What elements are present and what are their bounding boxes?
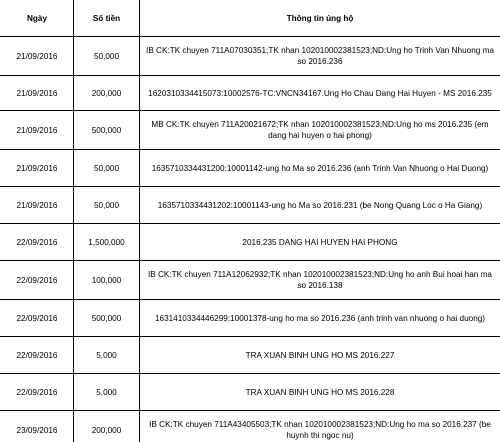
- cell-info: 2016.235 DANG HAI HUYEN HAI PHONG: [140, 224, 500, 261]
- cell-date: 23/09/2016: [1, 411, 74, 442]
- table-row: [1, 300, 500, 337]
- table-row: [1, 76, 500, 111]
- table-row: [1, 187, 500, 224]
- cell-date: 21/09/2016: [1, 76, 74, 111]
- cell-info: 1635710334431200:10001142-ung ho Ma so 2016.236 (anh Trinh Van Nhuong o Hai Duong): [140, 150, 500, 187]
- cell-amount: 5,000: [74, 337, 140, 374]
- cell-info: IB CK:TK chuyen 711A43405503;TK nhan 102010002381523;ND:Ung ho ma so 2016.237 (be huynh thi ngoc nu): [140, 411, 500, 442]
- cell-info: 1620310334415073:10002576-TC:VNCN34167.Ung Ho Chau Dang Hai Huyen - MS 2016.235: [140, 76, 500, 111]
- cell-date: 22/09/2016: [1, 337, 74, 374]
- cell-amount: 1,500,000: [74, 224, 140, 261]
- cell-amount: 200,000: [74, 76, 140, 111]
- column-header-amount: Số tiền: [74, 1, 140, 37]
- cell-info: IB CK:TK chuyen 711A12062932;TK nhan 102010002381523;ND:Ung ho anh Bui hoai han ma so 2016.138: [140, 261, 500, 300]
- table-row: [1, 37, 500, 76]
- column-header-date: Ngày: [1, 1, 74, 37]
- cell-date: 22/09/2016: [1, 374, 74, 411]
- cell-info: TRA XUAN BINH UNG HO MS 2016.227: [140, 337, 500, 374]
- cell-date: 22/09/2016: [1, 300, 74, 337]
- cell-date: 22/09/2016: [1, 261, 74, 300]
- cell-date: 21/09/2016: [1, 150, 74, 187]
- cell-info: IB CK:TK chuyen 711A07030351;TK nhan 102010002381523;ND:Ung ho Trinh Van Nhuong ma so 2016.236: [140, 37, 500, 76]
- cell-amount: 5,000: [74, 374, 140, 411]
- table-header-row: [1, 1, 500, 37]
- column-header-info: Thông tin ủng hộ: [140, 1, 500, 37]
- table-row: [1, 337, 500, 374]
- table-row: [1, 150, 500, 187]
- cell-info: TRA XUAN BINH UNG HO MS 2016.228: [140, 374, 500, 411]
- table-row: [1, 411, 500, 442]
- cell-amount: 50,000: [74, 37, 140, 76]
- cell-date: 21/09/2016: [1, 37, 74, 76]
- table-row: [1, 374, 500, 411]
- cell-amount: 50,000: [74, 150, 140, 187]
- cell-amount: 500,000: [74, 300, 140, 337]
- cell-date: 22/09/2016: [1, 224, 74, 261]
- cell-amount: 500,000: [74, 111, 140, 150]
- cell-date: 21/09/2016: [1, 111, 74, 150]
- cell-info: MB CK:TK chuyen 711A20021672;TK nhan 102010002381523;ND:Ung ho ms 2016.235 (em dang hai huyen o hai phong): [140, 111, 500, 150]
- cell-amount: 200,000: [74, 411, 140, 442]
- cell-info: 1635710334431202:10001143-ung ho Ma so 2016.231 (be Nong Quang Loc o Ha Giang): [140, 187, 500, 224]
- cell-info: 1631410334446299:10001378-ung ho ma so 2016.236 (anh trinh van nhuong o hai duong): [140, 300, 500, 337]
- cell-amount: 50,000: [74, 187, 140, 224]
- cell-date: 21/09/2016: [1, 187, 74, 224]
- table-row: [1, 261, 500, 300]
- table-row: [1, 111, 500, 150]
- table-row: [1, 224, 500, 261]
- cell-amount: 100,000: [74, 261, 140, 300]
